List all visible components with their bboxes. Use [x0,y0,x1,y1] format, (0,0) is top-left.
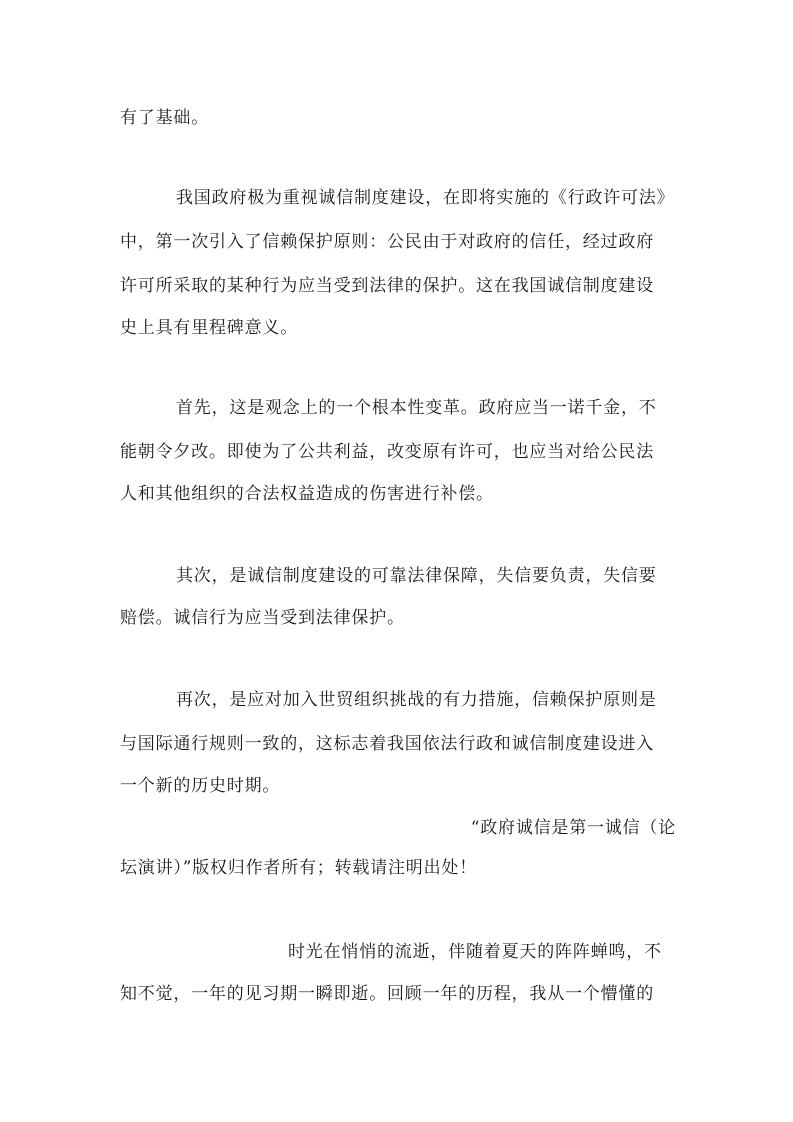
copyright-notice: 坛演讲）”版权归作者所有；转载请注明出处！ [120,858,477,878]
text-line: 时光在悄悄的流逝，伴随着夏天的阵阵蝉鸣，不 [288,942,662,962]
text-line: 再次，是应对加入世贸组织挑战的有力措施，信赖保护原则是 [176,690,657,710]
text-line: 首先，这是观念上的一个根本性变革。政府应当一诺千金，不 [176,398,657,418]
text-line: 其次，是诚信制度建设的可靠法律保障，失信要负责，失信要 [176,566,657,586]
text-line: 赔偿。诚信行为应当受到法律保护。 [120,608,405,628]
text-line: 史上具有里程碑意义。 [120,318,298,338]
text-line: 我国政府极为重视诚信制度建设，在即将实施的《行政许可法》 [176,188,675,208]
text-line: 与国际通行规则一致的，这标志着我国依法行政和诚信制度建设进入 [120,734,654,754]
text-line: 知不觉，一年的见习期一瞬即逝。回顾一年的历程，我从一个懵懂的 [120,984,654,1004]
text-line: 中，第一次引入了信赖保护原则：公民由于对政府的信任，经过政府 [120,232,654,252]
text-line: 一个新的历史时期。 [120,776,281,796]
text-line: 能朝令夕改。即使为了公共利益，改变原有许可，也应当对给公民法 [120,442,654,462]
text-line: 人和其他组织的合法权益造成的伤害进行补偿。 [120,484,494,504]
text-line: 许可所采取的某种行为应当受到法律的保护。这在我国诚信制度建设 [120,276,654,296]
copyright-notice: “政府诚信是第一诚信（论 [470,818,676,838]
text-line: 有了基础。 [120,108,209,128]
